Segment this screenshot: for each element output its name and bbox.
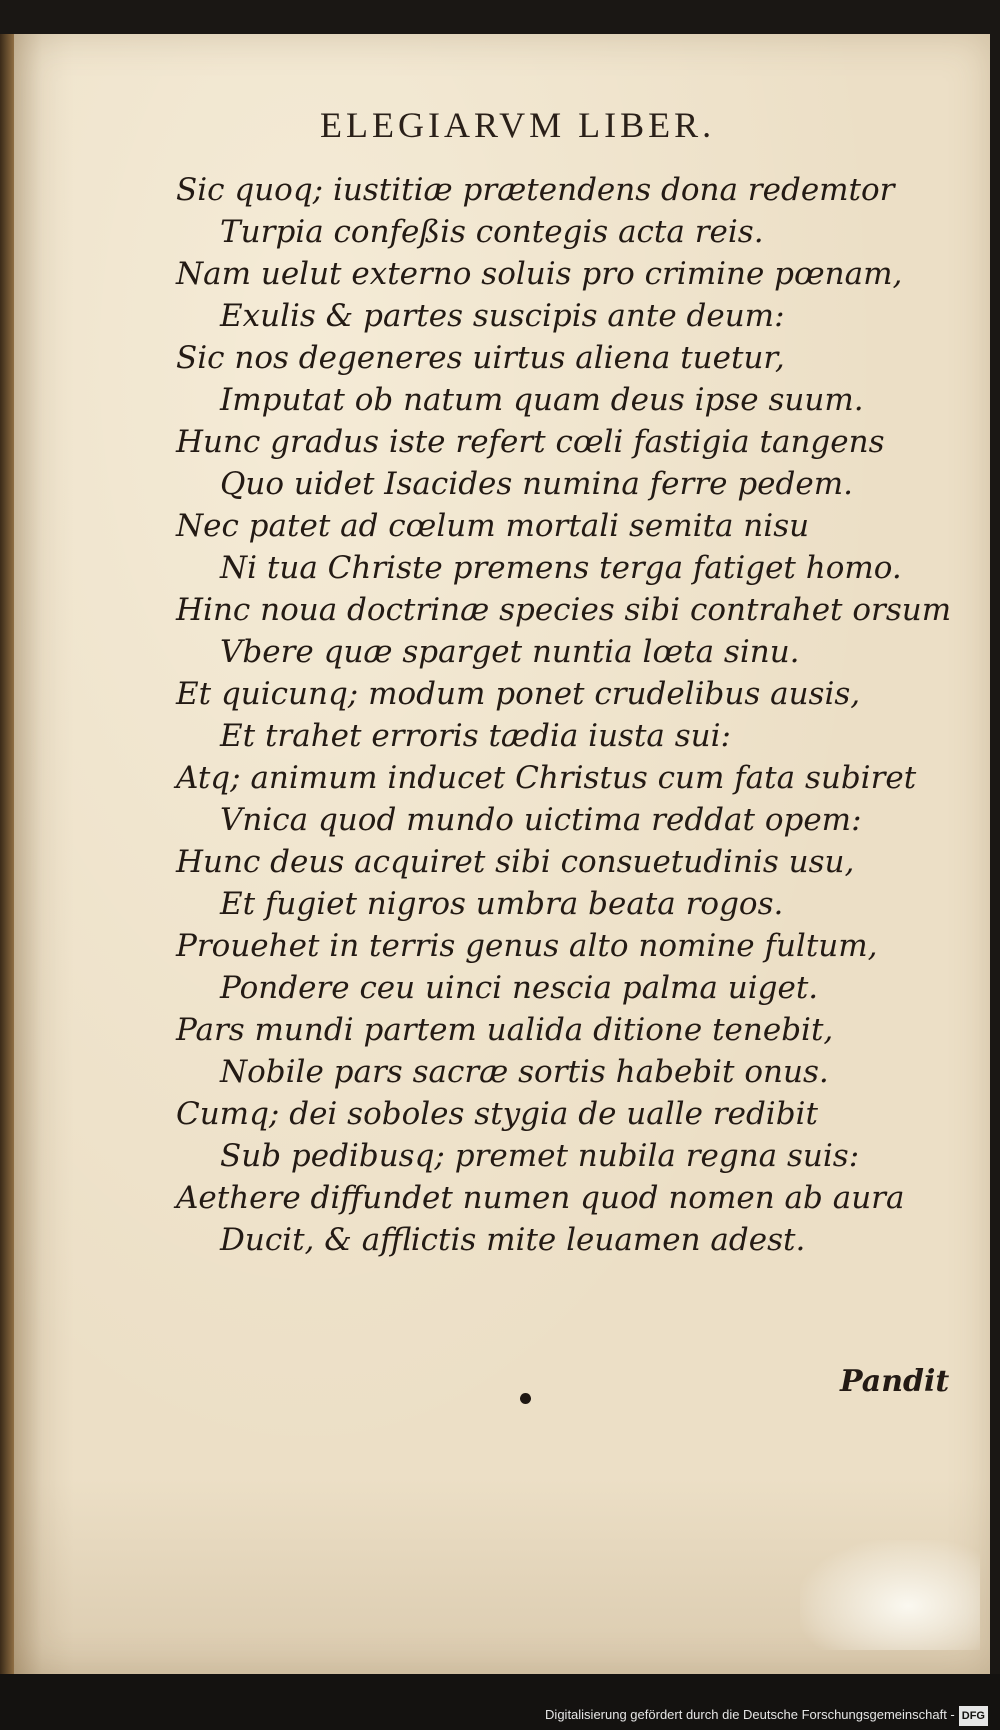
- page-stain: [800, 1540, 980, 1650]
- credit-text: Digitalisierung gefördert durch die Deutsche Forschungsgemeinschaft -: [545, 1707, 955, 1722]
- verse-line: Atq; animum inducet Christus cum fata subiret: [176, 760, 917, 796]
- verse-line: Hinc noua doctrinæ species sibi contrahet orsum: [176, 592, 952, 628]
- verse-line: Aethere diffundet numen quod nomen ab aura: [176, 1180, 905, 1216]
- verse-line: Et fugiet nigros umbra beata rogos.: [220, 886, 784, 922]
- verse-line: Exulis & partes suscipis ante deum:: [220, 298, 785, 334]
- verse-line: Nam uelut externo soluis pro crimine pœnam,: [176, 256, 903, 292]
- verse-line: Et quicunq; modum ponet crudelibus ausis,: [176, 676, 861, 712]
- verse-line: Sub pedibusq; premet nubila regna suis:: [220, 1138, 860, 1174]
- verse-line: Ni tua Christe premens terga fatiget homo.: [220, 550, 902, 586]
- verse-line: Sic nos degeneres uirtus aliena tuetur,: [176, 340, 785, 376]
- verse-line: Quo uidet Isacides numina ferre pedem.: [220, 466, 853, 502]
- dfg-logo: DFG: [959, 1706, 988, 1726]
- running-title: ELEGIARVM LIBER.: [320, 105, 716, 145]
- verse-line: Vnica quod mundo uictima reddat opem:: [220, 802, 862, 838]
- verse-line: Ducit, & afflictis mite leuamen adest.: [220, 1222, 806, 1258]
- verse-line: Hunc deus acquiret sibi consuetudinis usu,: [176, 844, 855, 880]
- verse-line: Pondere ceu uinci nescia palma uiget.: [220, 970, 819, 1006]
- verse-line: Hunc gradus iste refert cœli fastigia tangens: [176, 424, 885, 460]
- verse-line: Prouehet in terris genus alto nomine fultum,: [176, 928, 878, 964]
- verse-line: Nec patet ad cœlum mortali semita nisu: [176, 508, 810, 544]
- verse-line: Turpia confeßis contegis acta reis.: [220, 214, 764, 250]
- verse-line: Sic quoq; iustitiæ prætendens dona redemtor: [176, 172, 895, 208]
- catchword: Pandit: [840, 1364, 950, 1399]
- verse-line: Vbere quæ sparget nuntia lœta sinu.: [220, 634, 800, 670]
- ink-dot: [520, 1393, 531, 1404]
- verse-line: Cumq; dei soboles stygia de ualle redibit: [176, 1096, 818, 1132]
- digitization-credit: [545, 1705, 988, 1725]
- verse-line: Et trahet erroris tædia iusta sui:: [220, 718, 731, 754]
- verse-line: Nobile pars sacræ sortis habebit onus.: [220, 1054, 829, 1090]
- verse-line: Pars mundi partem ualida ditione tenebit,: [176, 1012, 834, 1048]
- verse-line: Imputat ob natum quam deus ipse suum.: [220, 382, 864, 418]
